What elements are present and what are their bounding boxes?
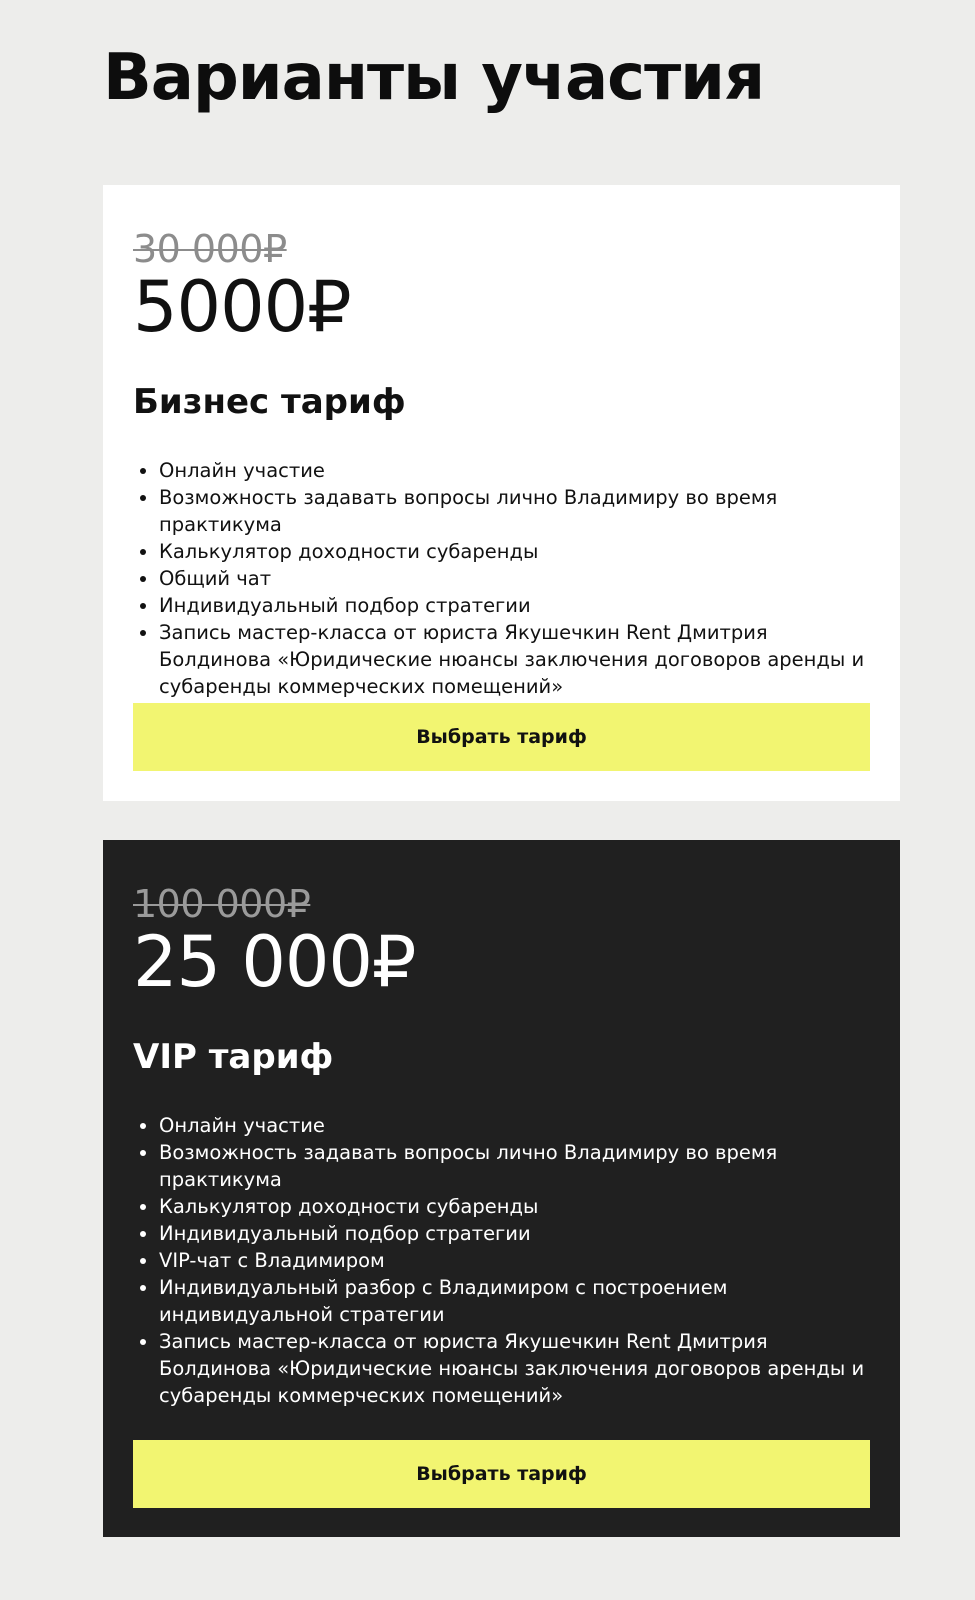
- current-price: 5000₽: [133, 266, 351, 348]
- old-price: 100 000₽: [133, 882, 311, 926]
- feature-item: • Запись мастер-класса от юриста Якушечкин Rent Дмитрия Болдинова «Юридические нюансы заключения договоров аренды и субаренды коммерческих помещений»: [159, 619, 873, 700]
- plan-name: VIP тариф: [133, 1037, 334, 1077]
- current-price: 25 000₽: [133, 921, 416, 1003]
- feature-item: • Общий чат: [159, 565, 873, 592]
- feature-item: • Онлайн участие: [159, 457, 873, 484]
- feature-item: • Возможность задавать вопросы лично Владимиру во время практикума: [159, 1139, 873, 1193]
- pricing-card-business: [103, 185, 900, 801]
- feature-item: • Калькулятор доходности субаренды: [159, 538, 873, 565]
- select-plan-button[interactable]: Выбрать тариф: [133, 703, 870, 771]
- select-plan-button[interactable]: Выбрать тариф: [133, 1440, 870, 1508]
- feature-item: • Запись мастер-класса от юриста Якушечкин Rent Дмитрия Болдинова «Юридические нюансы заключения договоров аренды и субаренды коммерческих помещений»: [159, 1328, 873, 1409]
- feature-item: • Возможность задавать вопросы лично Владимиру во время практикума: [159, 484, 873, 538]
- feature-item: • Индивидуальный подбор стратегии: [159, 592, 873, 619]
- feature-item: • Онлайн участие: [159, 1112, 873, 1139]
- feature-list: [133, 1112, 873, 1409]
- page-title: Варианты участия: [103, 41, 765, 115]
- feature-item: • Индивидуальный подбор стратегии: [159, 1220, 873, 1247]
- feature-list: [133, 457, 873, 700]
- feature-item: • Калькулятор доходности субаренды: [159, 1193, 873, 1220]
- feature-item: • VIP-чат с Владимиром: [159, 1247, 873, 1274]
- feature-item: • Индивидуальный разбор с Владимиром с построением индивидуальной стратегии: [159, 1274, 873, 1328]
- pricing-card-vip: [103, 840, 900, 1537]
- old-price: 30 000₽: [133, 227, 287, 271]
- plan-name: Бизнес тариф: [133, 382, 406, 422]
